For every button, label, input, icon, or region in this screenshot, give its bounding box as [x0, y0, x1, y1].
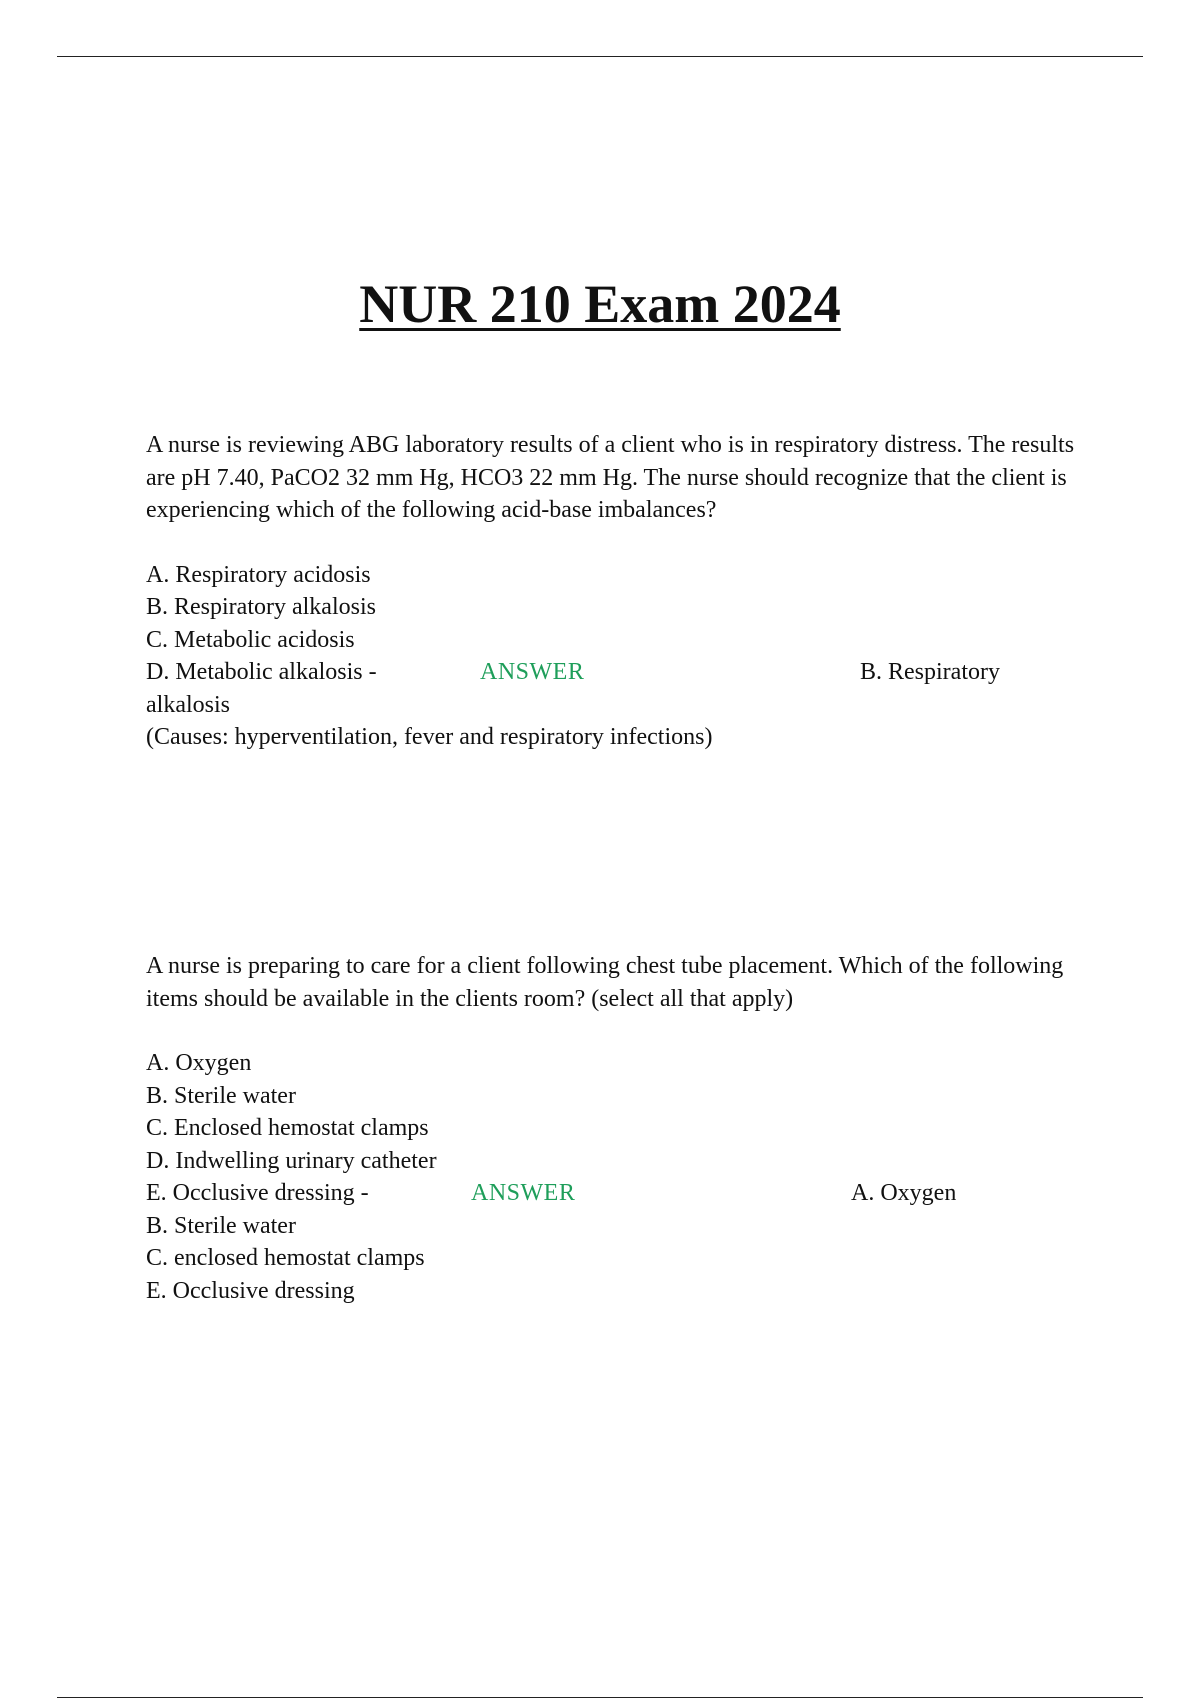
question-2-answer-label: ANSWER	[471, 1180, 576, 1206]
question-1-option-a: A. Respiratory acidosis	[146, 561, 371, 588]
question-1-stem: A nurse is reviewing ABG laboratory results of a client who is in respiratory distress. The results are pH 7.40, PaCO2 32 mm Hg, HCO3 22 mm Hg. The nurse should recognize that the client is experiencing which of the following acid-base imbalances?	[146, 432, 1075, 523]
question-2-option-d: D. Indwelling urinary catheter	[146, 1147, 437, 1174]
question-1-rationale: (Causes: hyperventilation, fever and respiratory infections)	[146, 724, 713, 750]
question-2-answer-item: C. enclosed hemostat clamps	[146, 1245, 425, 1271]
question-2-answer-item: E. Occlusive dressing	[146, 1277, 355, 1304]
question-2-stem: A nurse is preparing to care for a client following chest tube placement. Which of the following items should be available in the clients room? (select all that apply)	[146, 953, 1064, 1012]
question-2-answer: A. Oxygen	[851, 1180, 957, 1206]
question-2-answer-item: B. Sterile water	[146, 1212, 296, 1239]
bottom-rule	[57, 1697, 1143, 1698]
question-2-option-a: A. Oxygen	[146, 1050, 252, 1076]
title-text: NUR 210 Exam 2024	[359, 274, 841, 334]
question-2-option-b: B. Sterile water	[146, 1082, 296, 1109]
question-1-answer-line	[146, 656, 1096, 689]
question-1-answer: B. Respiratory	[860, 659, 1000, 685]
question-2-answer-line	[146, 1177, 1096, 1210]
page-title	[0, 272, 1200, 336]
question-1-option-c: C. Metabolic acidosis	[146, 626, 355, 653]
question-2-option-c: C. Enclosed hemostat clamps	[146, 1115, 429, 1141]
question-1-option-d: D. Metabolic alkalosis -	[146, 659, 377, 685]
question-2-option-e: E. Occlusive dressing -	[146, 1180, 369, 1206]
question-1-answer-continued: alkalosis	[146, 691, 230, 718]
top-rule	[57, 56, 1143, 57]
question-1-answer-label: ANSWER	[480, 659, 585, 685]
question-2	[146, 950, 1096, 1307]
question-1	[146, 429, 1096, 754]
question-1-option-b: B. Respiratory alkalosis	[146, 594, 376, 620]
